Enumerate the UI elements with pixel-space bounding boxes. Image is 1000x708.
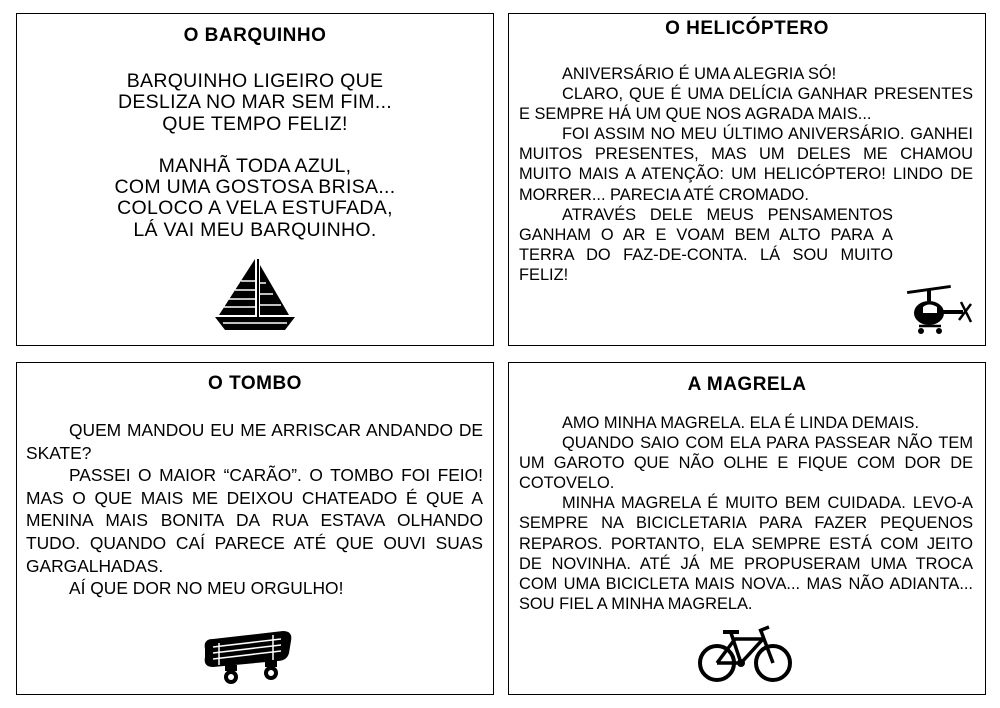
- poem-line: COLOCO A VELA ESTUFADA,: [117, 197, 393, 220]
- paragraph: PASSEI O MAIOR “CARÃO”. O TOMBO FOI FEIO! MAS O QUE MAIS ME DEIXOU CHATEADO É QUE A MENINA MAIS BONITA DA RUA ESTAVA OLHANDO TUDO. QUANDO CAÍ PARECE ATÉ QUE OUVI SUAS GARGALHADAS.: [26, 465, 483, 576]
- card-title: O HELICÓPTERO: [665, 18, 829, 39]
- paragraph: FOI ASSIM NO MEU ÚLTIMO ANIVERSÁRIO. GANHEI MUITOS PRESENTES, MAS UM DELES ME CHAMOU MUITO MAIS A ATENÇÃO: UM HELICÓPTERO! LINDO DE MORRER... PARECIA ATÉ CROMADO.: [519, 125, 973, 204]
- helicopter-icon: [901, 280, 975, 340]
- sailboat-icon: [215, 257, 297, 333]
- stanza: [17, 156, 493, 241]
- poem-line: LÁ VAI MEU BARQUINHO.: [133, 218, 377, 241]
- paragraph: MINHA MAGRELA É MUITO BEM CUIDADA. LEVO-A SEMPRE NA BICICLETARIA PARA FAZER PEQUENOS REPAROS. PORTANTO, ELA SEMPRE ESTÁ COM JEITO DE NOVINHA. ATÉ JÁ ME PROPUSERAM UMA TROCA COM UMA BICICLETA MAIS NOVA... MAS NÃO ADIANTA... SOU FIEL A MINHA MAGRELA.: [519, 494, 973, 613]
- story-text: [519, 413, 973, 614]
- paragraph: ATRAVÉS DELE MEUS PENSAMENTOS GANHAM O AR E VOAM BEM ALTO PARA A TERRA DO FAZ-DE-CONTA. LÁ SOU MUITO FELIZ!: [519, 205, 893, 284]
- skateboard-icon: [199, 627, 295, 687]
- bicycle-icon: [697, 625, 793, 685]
- paragraph: AÍ QUE DOR NO MEU ORGULHO!: [69, 578, 344, 599]
- card-helicoptero: [508, 13, 986, 346]
- paragraph: QUEM MANDOU EU ME ARRISCAR ANDANDO DE SKATE?: [26, 420, 483, 463]
- poem-line: QUE TEMPO FELIZ!: [162, 112, 348, 135]
- card-barquinho: [16, 13, 494, 346]
- paragraph: ANIVERSÁRIO É UMA ALEGRIA SÓ!: [562, 65, 837, 83]
- stanza: [17, 71, 493, 135]
- poem-line: COM UMA GOSTOSA BRISA...: [114, 176, 396, 199]
- paragraph: AMO MINHA MAGRELA. ELA É LINDA DEMAIS.: [562, 414, 920, 432]
- card-magrela: [508, 362, 986, 695]
- poem-line: DESLIZA NO MAR SEM FIM...: [117, 91, 393, 114]
- poem-line: BARQUINHO LIGEIRO QUE: [126, 70, 384, 92]
- card-tombo: [16, 362, 494, 695]
- story-text: [519, 64, 973, 285]
- card-title: O TOMBO: [208, 373, 302, 394]
- card-title: A MAGRELA: [687, 374, 807, 395]
- paragraph: CLARO, QUE É UMA DELÍCIA GANHAR PRESENTES E SEMPRE HÁ UM QUE NOS AGRADA MAIS...: [519, 85, 973, 124]
- card-title: O BARQUINHO: [183, 25, 327, 46]
- story-text: [26, 419, 483, 600]
- poem-line: MANHÃ TODA AZUL,: [158, 154, 352, 177]
- paragraph: QUANDO SAIO COM ELA PARA PASSEAR NÃO TEM UM GAROTO QUE NÃO OLHE E FIQUE COM DOR DE COTOVELO.: [519, 434, 973, 493]
- poem: [17, 71, 493, 262]
